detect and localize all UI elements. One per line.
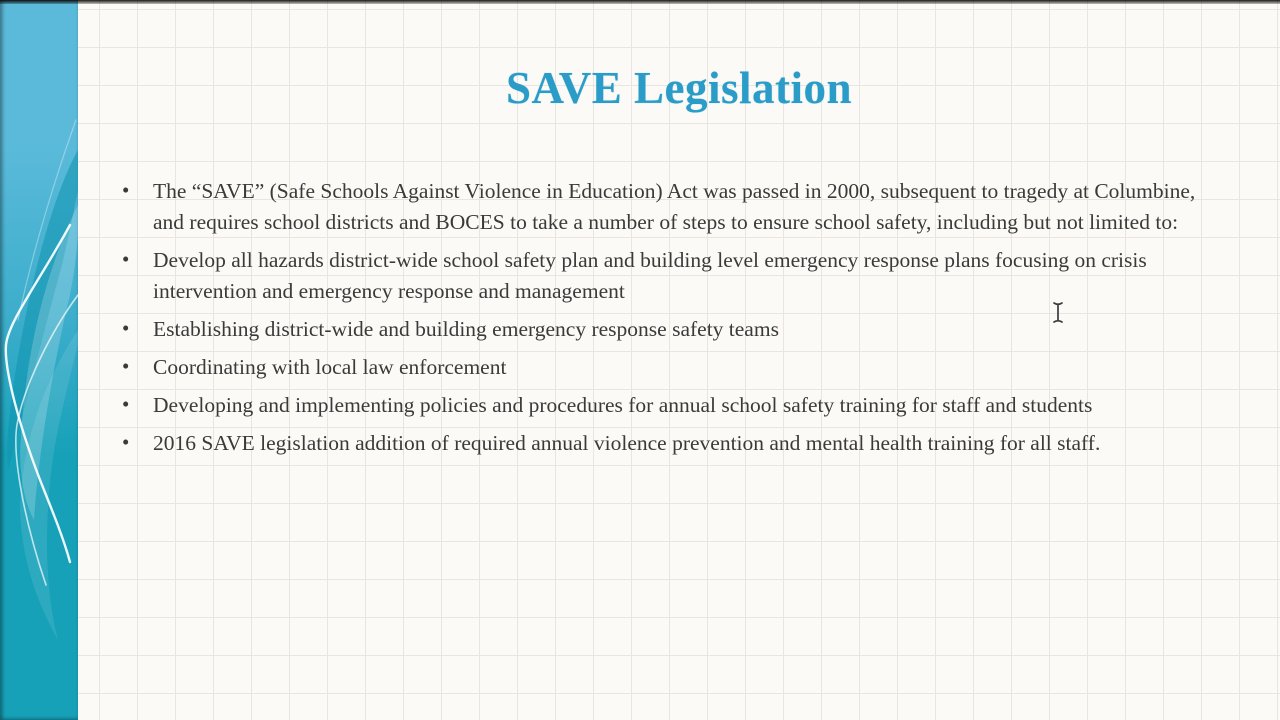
bullet-item-4 [120, 352, 1228, 383]
bullet-text-3: Establishing district-wide and building emergency response safety teams [153, 317, 779, 341]
bullet-list [120, 176, 1228, 466]
bullet-text-2: Develop all hazards district-wide school safety plan and building level emergency response plans focusing on crisis intervention and emergency response and management [153, 248, 1147, 303]
sidebar-swirl-graphic [0, 0, 78, 720]
bullet-item-6 [120, 428, 1228, 459]
bullet-text-1: The “SAVE” (Safe Schools Against Violence in Education) Act was passed in 2000, subsequent to tragedy at Columbine, and requires school districts and BOCES to take a number of steps to ensure school safety, including but not limited to: [153, 179, 1196, 234]
bullet-text-5: Developing and implementing policies and procedures for annual school safety training for staff and students [153, 393, 1093, 417]
bullet-item-2 [120, 245, 1228, 307]
bullet-item-5 [120, 390, 1228, 421]
bullet-item-3 [120, 314, 1228, 345]
bullet-item-1 [120, 176, 1228, 238]
bullet-text-6: 2016 SAVE legislation addition of required annual violence prevention and mental health training for all staff. [153, 431, 1101, 455]
slide-content-area [78, 0, 1280, 720]
bullet-text-4: Coordinating with local law enforcement [153, 355, 507, 379]
sidebar-decoration [0, 0, 78, 720]
slide-title: SAVE Legislation [505, 63, 852, 113]
